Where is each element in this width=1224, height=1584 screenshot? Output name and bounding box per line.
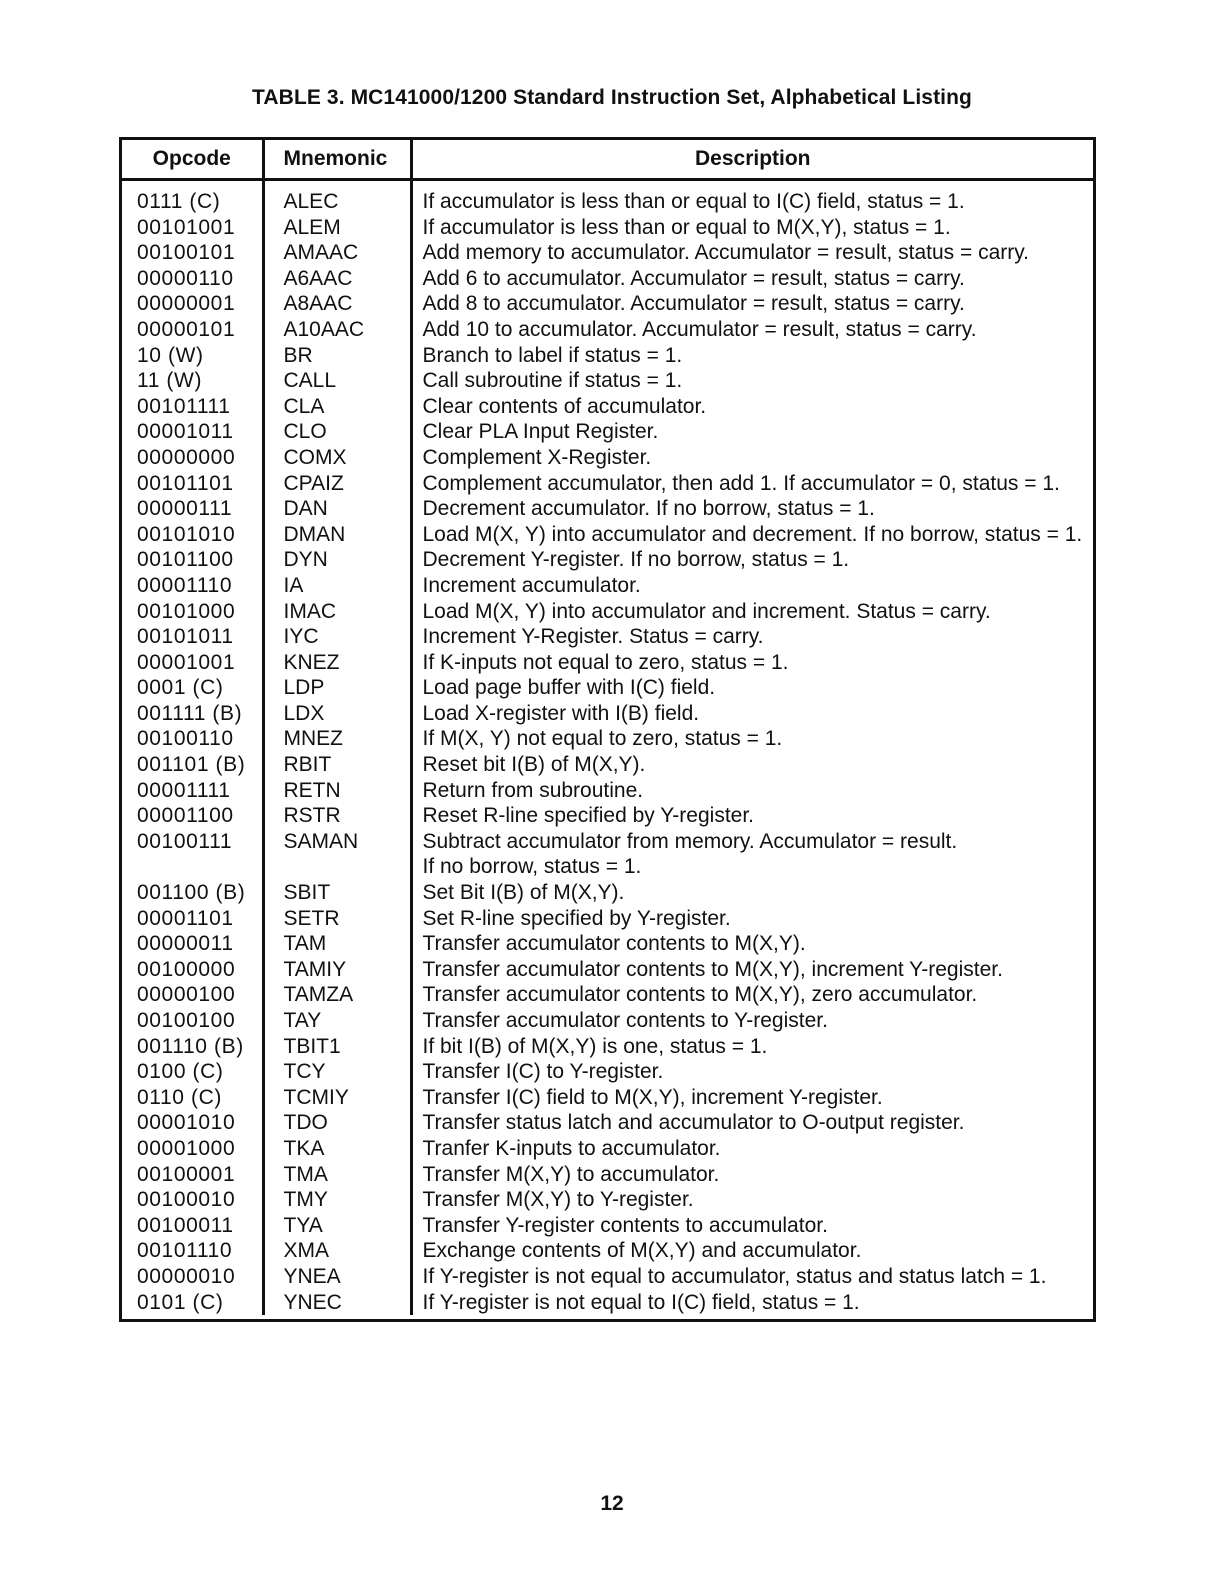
table-row bbox=[122, 266, 1093, 292]
cell-opcode: 00100011 bbox=[122, 1213, 263, 1239]
cell-desc: Subtract accumulator from memory. Accumulator = result. bbox=[422, 829, 958, 853]
table-row bbox=[122, 471, 1093, 497]
table-row bbox=[122, 931, 1093, 957]
cell-mnemonic: KNEZ bbox=[263, 650, 411, 676]
cell-desc: Increment accumulator. bbox=[422, 573, 641, 597]
cell-opcode: 00100010 bbox=[122, 1187, 263, 1213]
cell-opcode: 00001000 bbox=[122, 1136, 263, 1162]
cell-desc: Transfer accumulator contents to M(X,Y), zero accumulator. bbox=[422, 983, 978, 1007]
table-row bbox=[122, 573, 1093, 599]
cell-mnemonic: SBIT bbox=[263, 880, 411, 906]
cell-mnemonic: MNEZ bbox=[263, 726, 411, 752]
cell-mnemonic: TKA bbox=[263, 1136, 411, 1162]
cell-opcode: 00101001 bbox=[122, 215, 263, 241]
cell-opcode: 00001111 bbox=[122, 778, 263, 804]
cell-desc: Load X-register with I(B) field. bbox=[422, 701, 700, 725]
cell-desc: Load page buffer with I(C) field. bbox=[422, 676, 716, 700]
table-row bbox=[122, 803, 1093, 829]
table-row bbox=[122, 854, 1093, 880]
cell-opcode: 11 (W) bbox=[122, 368, 263, 394]
cell-mnemonic: A6AAC bbox=[263, 266, 411, 292]
table-row bbox=[122, 343, 1093, 369]
table-row bbox=[122, 240, 1093, 266]
cell-desc: Transfer I(C) to Y-register. bbox=[422, 1060, 664, 1084]
cell-opcode: 0101 (C) bbox=[122, 1290, 263, 1316]
table-row bbox=[122, 1290, 1093, 1316]
table-row bbox=[122, 215, 1093, 241]
cell-opcode: 00001110 bbox=[122, 573, 263, 599]
table-row bbox=[122, 880, 1093, 906]
cell-mnemonic: CPAIZ bbox=[263, 471, 411, 497]
cell-desc: Complement accumulator, then add 1. If accumulator = 0, status = 1. bbox=[422, 471, 1060, 495]
table-row bbox=[122, 778, 1093, 804]
cell-opcode: 001100 (B) bbox=[122, 880, 263, 906]
table-row bbox=[122, 1162, 1093, 1188]
table-row bbox=[122, 1085, 1093, 1111]
cell-mnemonic: TCMIY bbox=[263, 1085, 411, 1111]
cell-mnemonic: TMY bbox=[263, 1187, 411, 1213]
table-row bbox=[122, 906, 1093, 932]
cell-opcode: 10 (W) bbox=[122, 343, 263, 369]
cell-desc: Load M(X, Y) into accumulator and increment. Status = carry. bbox=[422, 599, 991, 623]
table-row bbox=[122, 1034, 1093, 1060]
table-header-row bbox=[122, 140, 1093, 180]
cell-opcode: 0110 (C) bbox=[122, 1085, 263, 1111]
cell-mnemonic: BR bbox=[263, 343, 411, 369]
cell-opcode: 00001011 bbox=[122, 419, 263, 445]
cell-desc: Transfer I(C) field to M(X,Y), increment Y-register. bbox=[422, 1085, 883, 1109]
cell-opcode: 00001100 bbox=[122, 803, 263, 829]
cell-opcode: 00000010 bbox=[122, 1264, 263, 1290]
cell-opcode: 00000011 bbox=[122, 931, 263, 957]
cell-mnemonic: LDX bbox=[263, 701, 411, 727]
header-mnemonic: Mnemonic bbox=[263, 140, 411, 180]
table-row bbox=[122, 1238, 1093, 1264]
cell-mnemonic: SETR bbox=[263, 906, 411, 932]
cell-desc: Decrement Y-register. If no borrow, status = 1. bbox=[422, 548, 850, 572]
table-row bbox=[122, 1187, 1093, 1213]
cell-opcode: 00001101 bbox=[122, 906, 263, 932]
cell-opcode: 001101 (B) bbox=[122, 752, 263, 778]
cell-opcode: 0001 (C) bbox=[122, 675, 263, 701]
header-description: Description bbox=[411, 140, 1093, 180]
cell-mnemonic: TAMIY bbox=[263, 957, 411, 983]
cell-desc: If no borrow, status = 1. bbox=[422, 855, 642, 879]
cell-desc: Tranfer K-inputs to accumulator. bbox=[422, 1136, 721, 1160]
cell-mnemonic: RSTR bbox=[263, 803, 411, 829]
cell-desc: Transfer M(X,Y) to accumulator. bbox=[422, 1162, 720, 1186]
cell-mnemonic: IMAC bbox=[263, 599, 411, 625]
cell-mnemonic: A8AAC bbox=[263, 291, 411, 317]
table-row bbox=[122, 726, 1093, 752]
cell-opcode: 0111 (C) bbox=[122, 180, 263, 215]
cell-opcode: 00000001 bbox=[122, 291, 263, 317]
table-row bbox=[122, 180, 1093, 215]
table-row bbox=[122, 982, 1093, 1008]
cell-mnemonic: TYA bbox=[263, 1213, 411, 1239]
cell-desc: If K-inputs not equal to zero, status = 1. bbox=[422, 650, 789, 674]
table-row bbox=[122, 496, 1093, 522]
cell-desc: Add 8 to accumulator. Accumulator = result, status = carry. bbox=[422, 292, 965, 316]
cell-opcode: 00000000 bbox=[122, 445, 263, 471]
table-row bbox=[122, 1059, 1093, 1085]
cell-desc: Add 10 to accumulator. Accumulator = result, status = carry. bbox=[422, 317, 977, 341]
instruction-set-table bbox=[119, 137, 1096, 1322]
table-row bbox=[122, 1136, 1093, 1162]
table-row bbox=[122, 599, 1093, 625]
table-row bbox=[122, 1264, 1093, 1290]
cell-mnemonic: ALEM bbox=[263, 215, 411, 241]
cell-mnemonic: LDP bbox=[263, 675, 411, 701]
table-row bbox=[122, 957, 1093, 983]
cell-opcode: 00101111 bbox=[122, 394, 263, 420]
cell-desc: Load M(X, Y) into accumulator and decrement. If no borrow, status = 1. bbox=[422, 522, 1083, 546]
table-row bbox=[122, 624, 1093, 650]
cell-opcode: 00100000 bbox=[122, 957, 263, 983]
table-row bbox=[122, 1213, 1093, 1239]
header-opcode: Opcode bbox=[122, 140, 263, 180]
cell-opcode: 00100101 bbox=[122, 240, 263, 266]
table-row bbox=[122, 445, 1093, 471]
table-row bbox=[122, 317, 1093, 343]
page-title: TABLE 3. MC141000/1200 Standard Instruction Set, Alphabetical Listing bbox=[252, 86, 972, 109]
cell-desc: If M(X, Y) not equal to zero, status = 1. bbox=[422, 727, 783, 751]
cell-desc: If accumulator is less than or equal to M(X,Y), status = 1. bbox=[422, 215, 951, 239]
cell-opcode: 00000101 bbox=[122, 317, 263, 343]
cell-opcode: 00100001 bbox=[122, 1162, 263, 1188]
cell-opcode: 001111 (B) bbox=[122, 701, 263, 727]
cell-opcode: 00100111 bbox=[122, 829, 263, 855]
cell-opcode: 00000110 bbox=[122, 266, 263, 292]
table-row bbox=[122, 1008, 1093, 1034]
table-row bbox=[122, 291, 1093, 317]
cell-desc: Transfer status latch and accumulator to O-output register. bbox=[422, 1111, 965, 1135]
cell-desc: If Y-register is not equal to I(C) field, status = 1. bbox=[422, 1290, 860, 1314]
cell-desc: Transfer Y-register contents to accumulator. bbox=[422, 1213, 828, 1237]
cell-opcode: 00100110 bbox=[122, 726, 263, 752]
cell-desc: Clear contents of accumulator. bbox=[422, 394, 707, 418]
cell-desc: Transfer accumulator contents to M(X,Y). bbox=[422, 932, 806, 956]
table-row bbox=[122, 701, 1093, 727]
cell-mnemonic: YNEC bbox=[263, 1290, 411, 1316]
cell-opcode: 00101011 bbox=[122, 624, 263, 650]
cell-desc: Increment Y-Register. Status = carry. bbox=[422, 625, 764, 649]
cell-opcode: 0100 (C) bbox=[122, 1059, 263, 1085]
table-body bbox=[122, 180, 1093, 1316]
cell-desc: Transfer accumulator contents to M(X,Y), increment Y-register. bbox=[422, 957, 1003, 981]
cell-desc: Call subroutine if status = 1. bbox=[422, 369, 683, 393]
cell-mnemonic: IA bbox=[263, 573, 411, 599]
cell-opcode bbox=[122, 854, 263, 880]
cell-mnemonic: RETN bbox=[263, 778, 411, 804]
cell-desc: Return from subroutine. bbox=[422, 778, 644, 802]
cell-mnemonic: CLO bbox=[263, 419, 411, 445]
cell-opcode: 00101010 bbox=[122, 522, 263, 548]
cell-desc: Transfer M(X,Y) to Y-register. bbox=[422, 1188, 694, 1212]
table-row bbox=[122, 368, 1093, 394]
cell-mnemonic: IYC bbox=[263, 624, 411, 650]
table-row bbox=[122, 1110, 1093, 1136]
page-number: 12 bbox=[600, 1492, 624, 1515]
cell-desc: Complement X-Register. bbox=[422, 445, 652, 469]
cell-mnemonic: AMAAC bbox=[263, 240, 411, 266]
cell-mnemonic: CLA bbox=[263, 394, 411, 420]
cell-mnemonic: SAMAN bbox=[263, 829, 411, 855]
table-row bbox=[122, 675, 1093, 701]
table-row bbox=[122, 829, 1093, 855]
table-row bbox=[122, 419, 1093, 445]
cell-opcode: 001110 (B) bbox=[122, 1034, 263, 1060]
cell-mnemonic: COMX bbox=[263, 445, 411, 471]
cell-opcode: 00001010 bbox=[122, 1110, 263, 1136]
cell-opcode: 00101110 bbox=[122, 1238, 263, 1264]
cell-desc: If Y-register is not equal to accumulator, status and status latch = 1. bbox=[422, 1264, 1047, 1288]
cell-opcode: 00000100 bbox=[122, 982, 263, 1008]
cell-desc: Exchange contents of M(X,Y) and accumulator. bbox=[422, 1239, 862, 1263]
cell-desc: Transfer accumulator contents to Y-register. bbox=[422, 1009, 828, 1032]
cell-opcode: 00100100 bbox=[122, 1008, 263, 1034]
table-row bbox=[122, 547, 1093, 573]
table-row bbox=[122, 650, 1093, 676]
cell-mnemonic: TAMZA bbox=[263, 982, 411, 1008]
cell-desc: Add memory to accumulator. Accumulator = result, status = carry. bbox=[422, 241, 1030, 265]
cell-opcode: 00001001 bbox=[122, 650, 263, 676]
table-row bbox=[122, 522, 1093, 548]
cell-desc: Reset bit I(B) of M(X,Y). bbox=[422, 753, 646, 777]
cell-desc: If accumulator is less than or equal to I(C) field, status = 1. bbox=[422, 190, 965, 213]
cell-mnemonic: DYN bbox=[263, 547, 411, 573]
cell-desc: Set Bit I(B) of M(X,Y). bbox=[422, 881, 625, 905]
cell-mnemonic: RBIT bbox=[263, 752, 411, 778]
cell-mnemonic: DMAN bbox=[263, 522, 411, 548]
cell-desc: Branch to label if status = 1. bbox=[422, 343, 683, 367]
cell-opcode: 00101000 bbox=[122, 599, 263, 625]
cell-desc: Decrement accumulator. If no borrow, status = 1. bbox=[422, 497, 875, 521]
cell-opcode: 00000111 bbox=[122, 496, 263, 522]
cell-mnemonic: TDO bbox=[263, 1110, 411, 1136]
cell-desc: Reset R-line specified by Y-register. bbox=[422, 804, 754, 828]
cell-mnemonic: TMA bbox=[263, 1162, 411, 1188]
cell-mnemonic: ALEC bbox=[263, 180, 411, 215]
table-row bbox=[122, 394, 1093, 420]
cell-desc: Set R-line specified by Y-register. bbox=[422, 906, 731, 930]
cell-opcode: 00101100 bbox=[122, 547, 263, 573]
cell-opcode: 00101101 bbox=[122, 471, 263, 497]
cell-desc: Clear PLA Input Register. bbox=[422, 420, 659, 444]
cell-mnemonic: DAN bbox=[263, 496, 411, 522]
cell-mnemonic: TAY bbox=[263, 1008, 411, 1034]
cell-mnemonic bbox=[263, 854, 411, 880]
table-row bbox=[122, 752, 1093, 778]
cell-desc: Add 6 to accumulator. Accumulator = result, status = carry. bbox=[422, 266, 965, 290]
cell-desc: If bit I(B) of M(X,Y) is one, status = 1. bbox=[422, 1034, 768, 1058]
cell-mnemonic: XMA bbox=[263, 1238, 411, 1264]
cell-mnemonic: A10AAC bbox=[263, 317, 411, 343]
cell-mnemonic: YNEA bbox=[263, 1264, 411, 1290]
cell-mnemonic: TBIT1 bbox=[263, 1034, 411, 1060]
cell-mnemonic: TAM bbox=[263, 931, 411, 957]
cell-mnemonic: TCY bbox=[263, 1059, 411, 1085]
cell-mnemonic: CALL bbox=[263, 368, 411, 394]
